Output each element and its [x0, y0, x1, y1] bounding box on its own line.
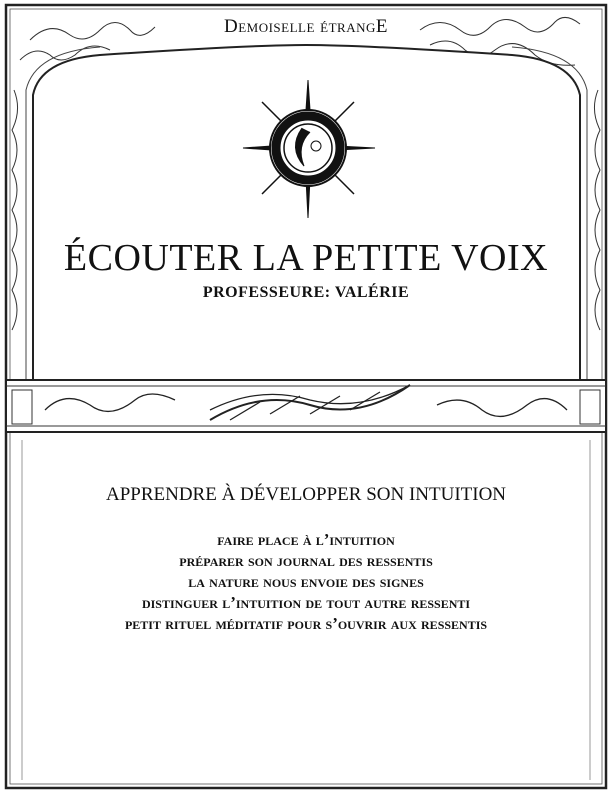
topic-item: distinguer l’intuition de tout autre ressenti — [141, 593, 471, 612]
topic-item: petit rituel méditatif pour s’ouvrir aux ressentis — [124, 614, 488, 633]
topic-item: la nature nous envoie des signes — [188, 572, 424, 591]
course-subtitle: APPRENDRE À DÉVELOPPER SON INTUITION — [105, 484, 507, 505]
course-title: ÉCOUTER LA PETITE VOIX — [63, 237, 549, 279]
teacher-name: PROFESSEURE: VALÉRIE — [202, 284, 410, 301]
topic-item: préparer son journal des ressentis — [179, 551, 433, 570]
topic-list — [0, 529, 612, 634]
topic-item: faire place à l’intuition — [217, 530, 395, 549]
brand-name: Demoiselle étrangE — [223, 16, 388, 37]
